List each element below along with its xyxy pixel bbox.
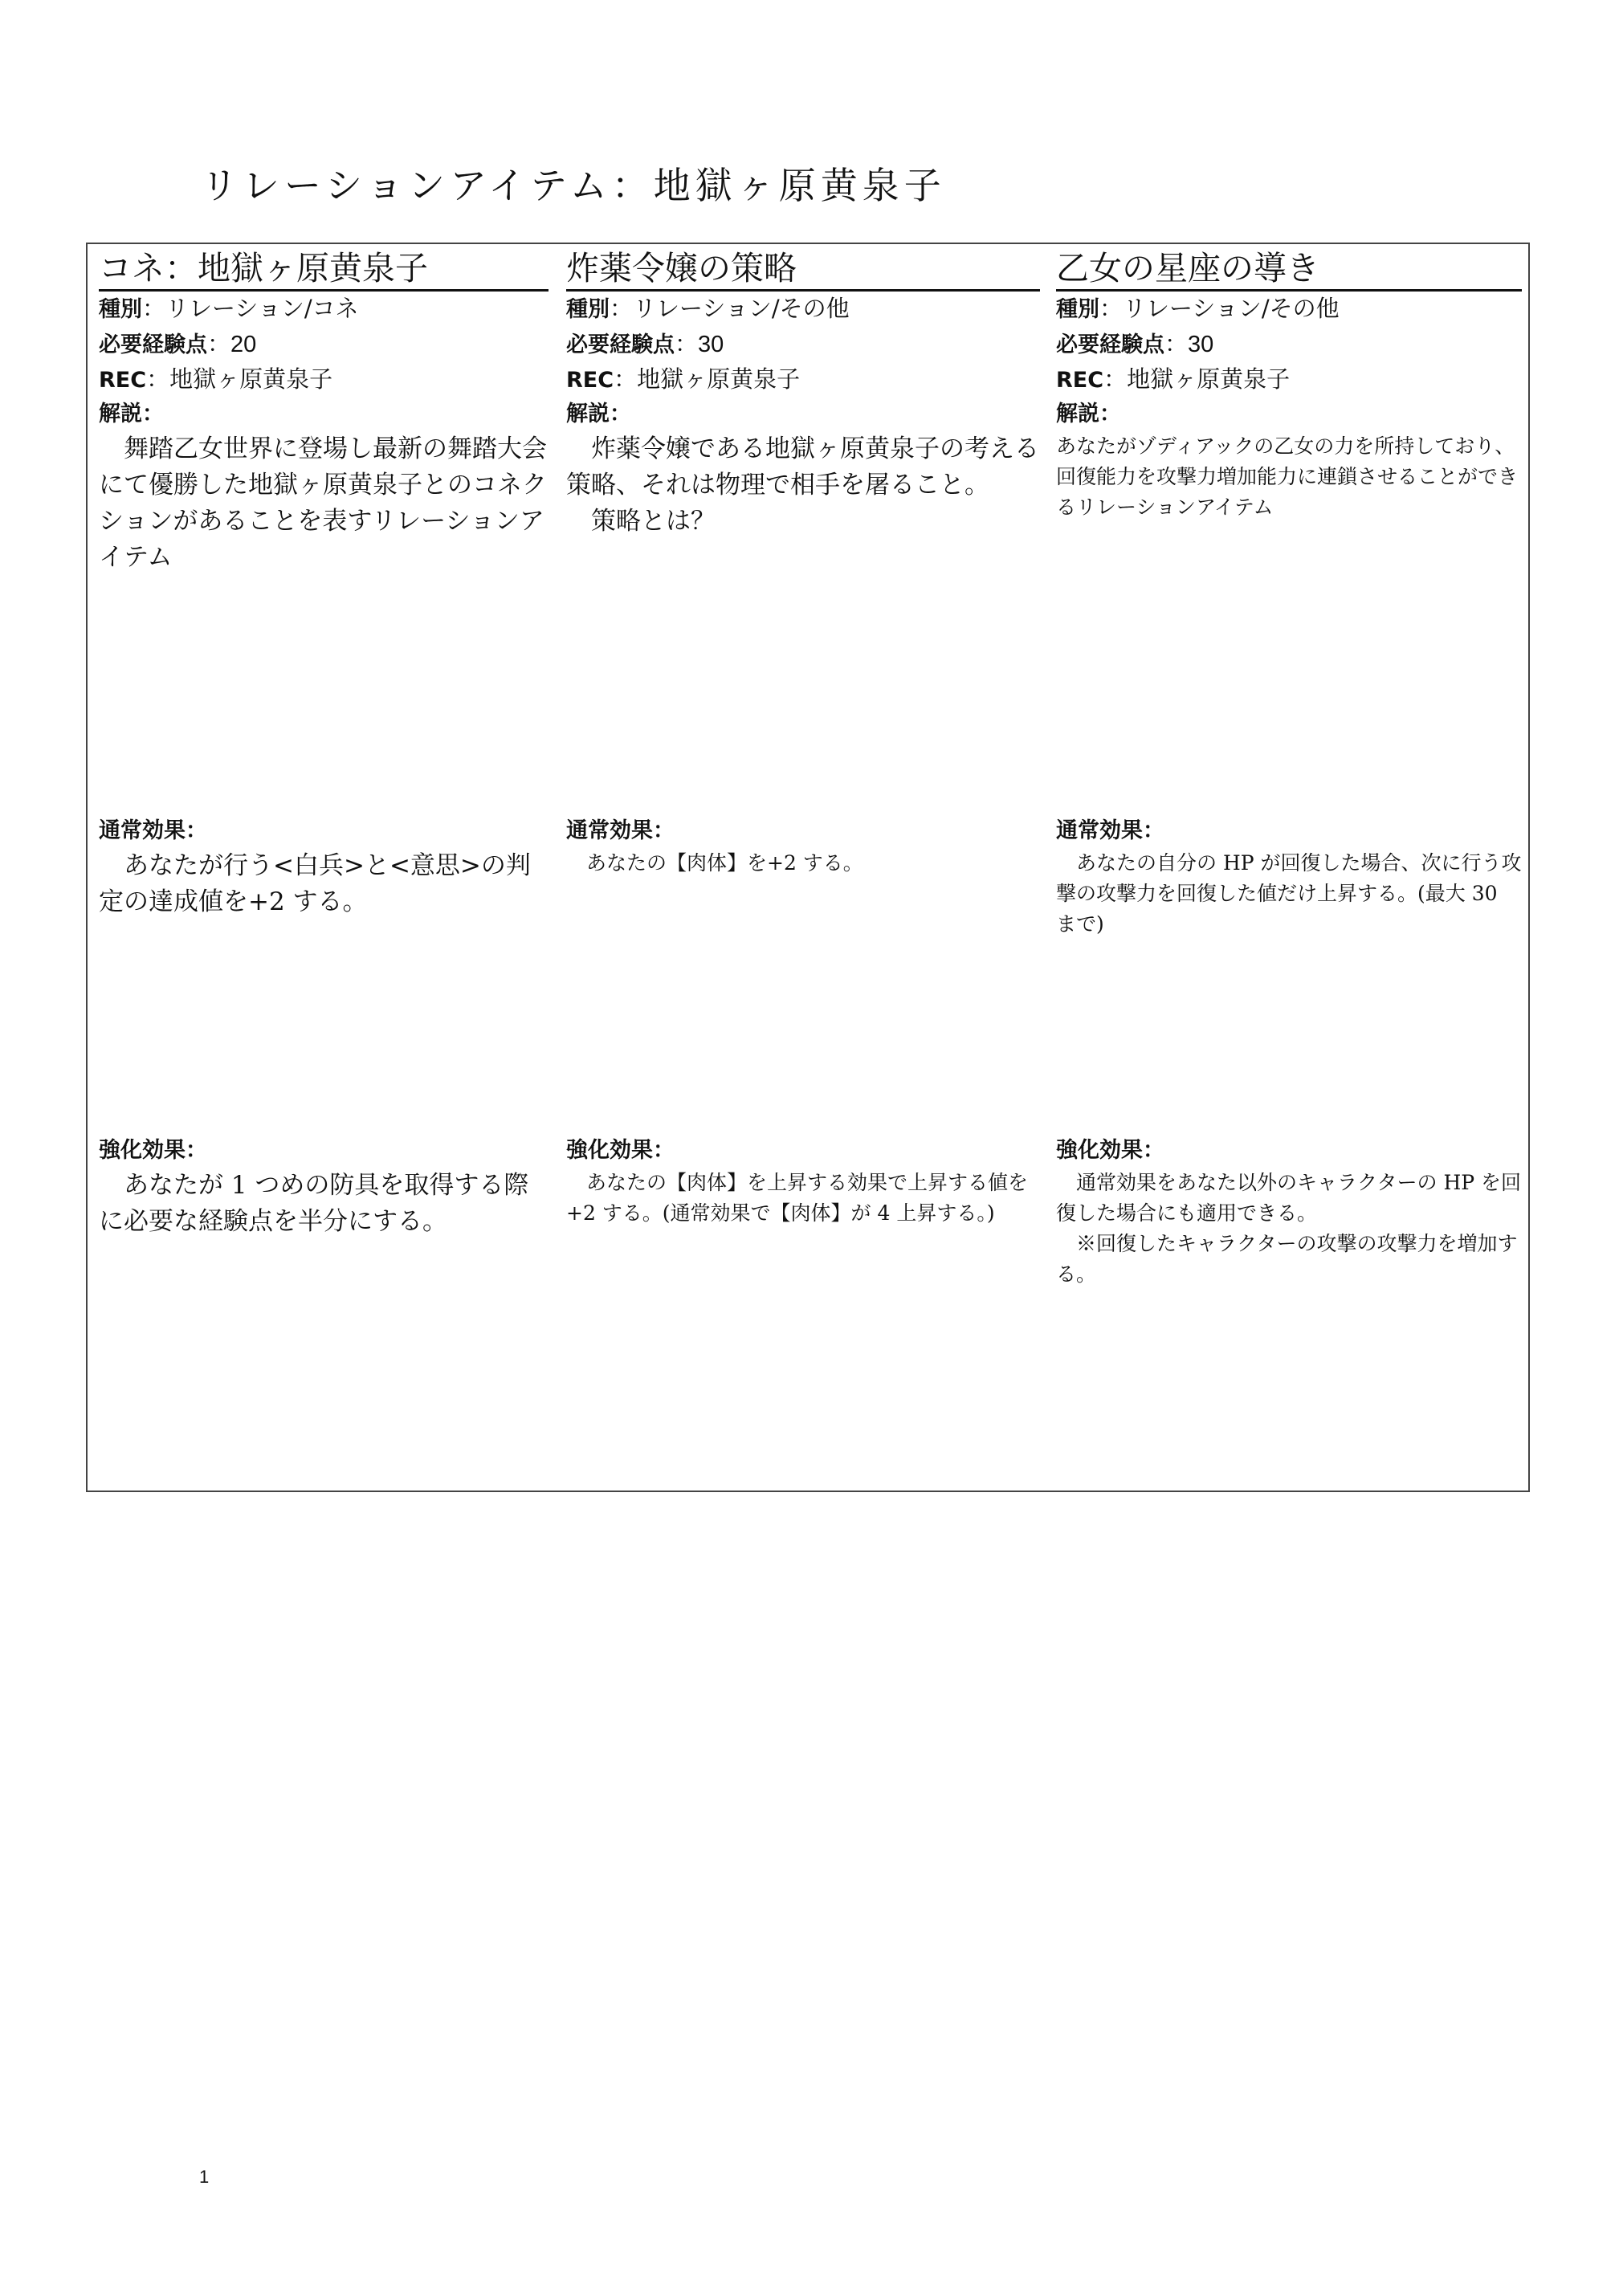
description-label: 解説：	[99, 402, 164, 426]
relation-item-table	[86, 243, 1530, 1492]
normal-effect-label: 通常効果：	[99, 818, 207, 843]
item-rec-value: 地獄ヶ原黄泉子	[637, 365, 801, 393]
normal-effect-text: あなたの【肉体】を+2 する。	[566, 851, 863, 875]
item-type-value: リレーション/コネ	[165, 295, 359, 322]
description-label: 解説：	[1056, 402, 1121, 426]
item-type-value: リレーション/その他	[1123, 295, 1340, 322]
item-name: コネ：地獄ヶ原黄泉子	[99, 244, 549, 292]
enhanced-effect-text: あなたの【肉体】を上昇する効果で上昇する値を+2 する。(通常効果で【肉体】が 4 上昇する。)	[566, 1171, 1029, 1225]
enhanced-effect-label: 強化効果：	[99, 1138, 207, 1163]
enhanced-effect-section	[1056, 1134, 1522, 1290]
normal-effect-section	[1056, 814, 1522, 940]
normal-effect-text: あなたが行う<白兵>と<意思>の判定の達成値を+2 する。	[99, 851, 531, 916]
item-exp-field: 必要経験点：30	[566, 330, 724, 357]
item-rec-value: 地獄ヶ原黄泉子	[169, 365, 333, 393]
normal-effect-section	[99, 814, 549, 920]
item-type-field: 種別：リレーション/コネ	[99, 295, 359, 322]
enhanced-effect-text: あなたが 1 つめの防具を取得する際に必要な経験点を半分にする。	[99, 1171, 529, 1236]
item-exp-value: 30	[1188, 332, 1214, 357]
rec-label: REC	[99, 368, 147, 393]
item-type-field: 種別：リレーション/その他	[1056, 295, 1340, 322]
item-exp-field: 必要経験点：20	[99, 330, 257, 357]
page-title: リレーションアイテム：地獄ヶ原黄泉子	[201, 164, 946, 207]
type-label: 種別	[566, 297, 610, 322]
rec-label: REC	[566, 368, 614, 393]
enhanced-effect-section	[566, 1134, 1040, 1229]
normal-effect-text: あなたの自分の HP が回復した場合、次に行う攻撃の攻撃力を回復した値だけ上昇する。(最大 30 まで)	[1056, 851, 1522, 936]
item-rec-field: REC：地獄ヶ原黄泉子	[99, 365, 333, 393]
enhanced-effect-label: 強化効果：	[566, 1138, 675, 1163]
exp-label: 必要経験点	[99, 332, 207, 357]
item-card-2	[566, 244, 1040, 1491]
item-name: 乙女の星座の導き	[1056, 244, 1522, 292]
page-number: 1	[199, 2167, 210, 2187]
normal-effect-label: 通常効果：	[566, 818, 675, 843]
rec-label: REC	[1056, 368, 1104, 393]
item-description: あなたがゾディアックの乙女の力を所持しており、回復能力を攻撃力増加能力に連鎖させることができるリレーションアイテム	[1056, 434, 1519, 519]
item-exp-value: 30	[698, 332, 724, 357]
item-exp-field: 必要経験点：30	[1056, 330, 1214, 357]
item-card-1	[99, 244, 549, 1491]
enhanced-effect-text: 通常効果をあなた以外のキャラクターの HP を回復した場合にも適用できる。 ※回復したキャラクターの攻撃の攻撃力を増加する。	[1056, 1171, 1522, 1286]
item-rec-field: REC：地獄ヶ原黄泉子	[566, 365, 801, 393]
exp-label: 必要経験点	[566, 332, 675, 357]
description-label: 解説：	[566, 402, 631, 426]
item-card-3	[1056, 244, 1522, 1491]
type-label: 種別	[1056, 297, 1099, 322]
item-description: 炸薬令嬢である地獄ヶ原黄泉子の考える策略、それは物理で相手を屠ること。 策略とは？	[566, 434, 1039, 536]
item-exp-value: 20	[230, 332, 257, 357]
item-rec-field: REC：地獄ヶ原黄泉子	[1056, 365, 1291, 393]
item-name: 炸薬令嬢の策略	[566, 244, 1040, 292]
item-rec-value: 地獄ヶ原黄泉子	[1127, 365, 1291, 393]
normal-effect-section	[566, 814, 1040, 879]
exp-label: 必要経験点	[1056, 332, 1164, 357]
enhanced-effect-label: 強化効果：	[1056, 1138, 1164, 1163]
item-type-field: 種別：リレーション/その他	[566, 295, 850, 322]
item-description: 舞踏乙女世界に登場し最新の舞踏大会にて優勝した地獄ヶ原黄泉子とのコネクションがあることを表すリレーションアイテム	[99, 434, 547, 572]
item-type-value: リレーション/その他	[633, 295, 850, 322]
type-label: 種別	[99, 297, 142, 322]
normal-effect-label: 通常効果：	[1056, 818, 1164, 843]
enhanced-effect-section	[99, 1134, 549, 1240]
